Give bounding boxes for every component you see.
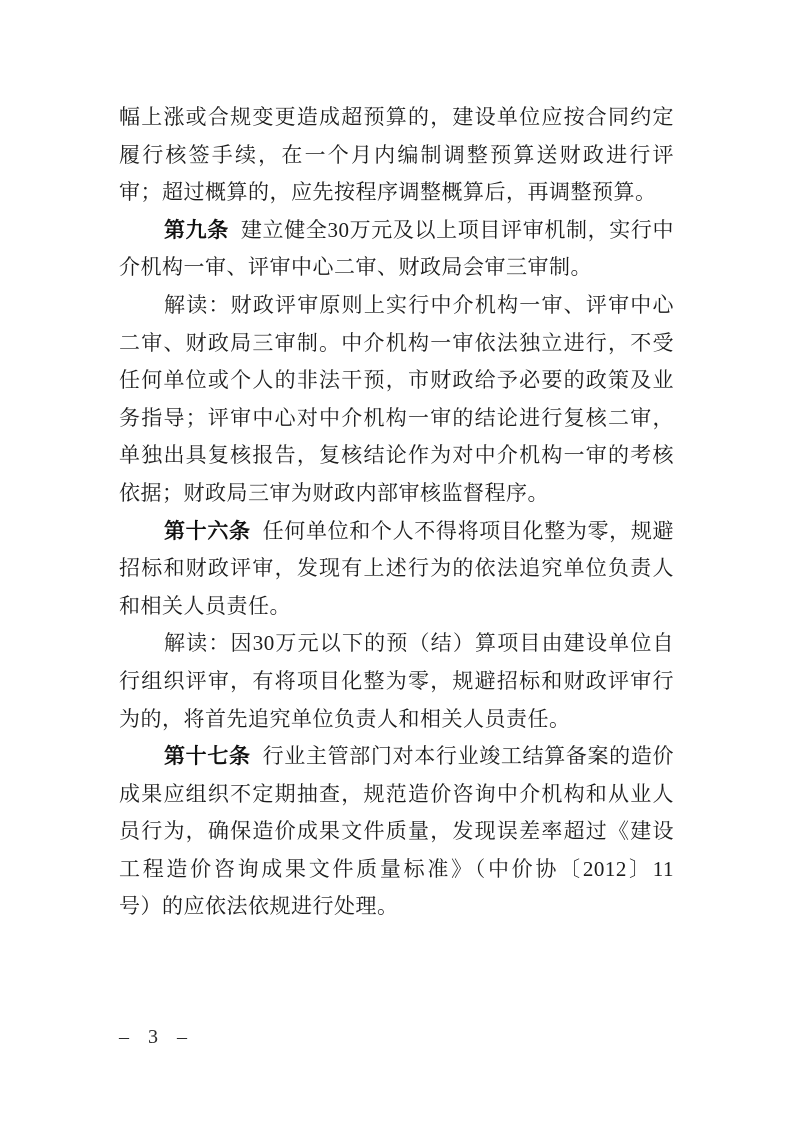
text-line: 号）的应依法依规进行处理。 [119, 894, 399, 919]
text-line-article-17 [119, 738, 674, 776]
text-line: 员行为，确保造价成果文件质量，发现误差率超过《建设 [119, 819, 674, 844]
text-line: 审；超过概算的，应先按程序调整概算后，再调整预算。 [119, 180, 657, 205]
text-line-article-9 [119, 212, 674, 250]
article-number: 第十六条 [164, 519, 251, 543]
text-line: 行组织评审，有将项目化整为零，规避招标和财政评审行 [119, 668, 674, 693]
text-line-interpretation: 解读：因30万元以下的预（结）算项目由建设单位自 [164, 631, 674, 656]
text-line: 履行核签手续，在一个月内编制调整预算送财政进行评 [119, 142, 674, 167]
article-number: 第十七条 [164, 745, 251, 769]
page-number: – 3 – [119, 1026, 194, 1048]
article-text: 行业主管部门对本行业竣工结算备案的造价 [262, 744, 675, 769]
text-line: 介机构一审、评审中心二审、财政局会审三审制。 [119, 255, 592, 280]
text-line-interpretation: 解读：财政评审原则上实行中介机构一审、评审中心 [164, 292, 674, 317]
text-line: 单独出具复核报告，复核结论作为对中介机构一审的考核 [119, 443, 674, 468]
text-line: 工程造价咨询成果文件质量标准》（中价协〔2012〕11 [119, 856, 674, 881]
text-line: 二审、财政局三审制。中介机构一审依法独立进行，不受 [119, 330, 674, 355]
text-line: 招标和财政评审，发现有上述行为的依法追究单位负责人 [119, 556, 674, 581]
text-line: 为的，将首先追究单位负责人和相关人员责任。 [119, 706, 571, 731]
text-line: 和相关人员责任。 [119, 593, 291, 618]
text-line-article-16 [119, 513, 674, 551]
article-text: 任何单位和个人不得将项目化整为零，规避 [262, 518, 675, 543]
text-line: 幅上涨或合规变更造成超预算的，建设单位应按合同约定 [119, 105, 674, 129]
document-body-text [119, 99, 674, 926]
text-line: 依据；财政局三审为财政内部审核监督程序。 [119, 480, 549, 505]
text-line: 任何单位或个人的非法干预，市财政给予必要的政策及业 [119, 368, 674, 393]
text-line: 成果应组织不定期抽查，规范造价咨询中介机构和从业人 [119, 781, 674, 806]
article-text: 建立健全30万元及以上项目评审机制，实行中 [240, 217, 675, 242]
article-number: 第九条 [164, 218, 229, 242]
text-line: 务指导；评审中心对中介机构一审的结论进行复核二审， [119, 405, 674, 430]
